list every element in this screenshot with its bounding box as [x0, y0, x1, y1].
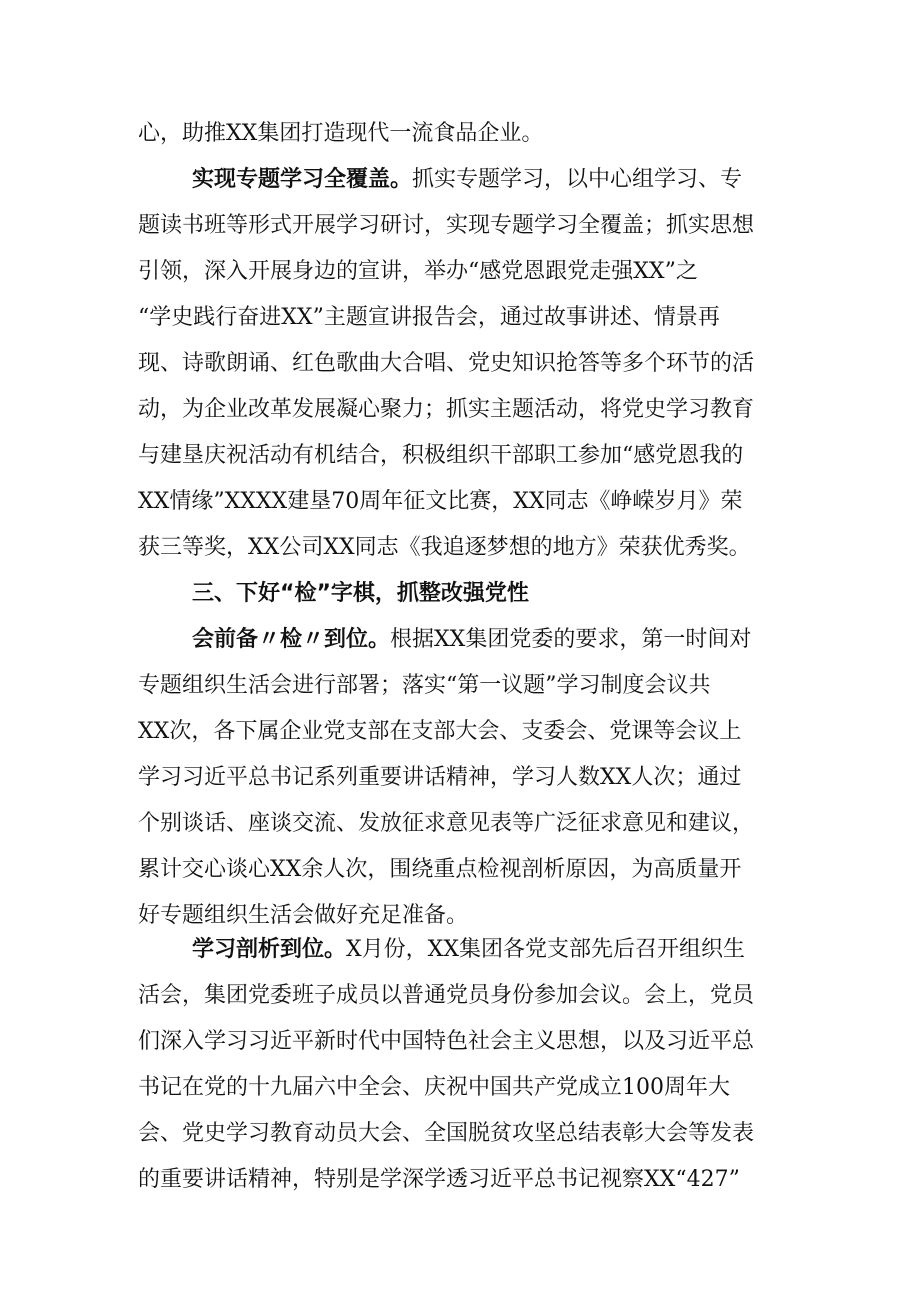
- text-line: 现、诗歌朗诵、红色歌曲大合唱、党史知识抢答等多个环节的活: [138, 351, 755, 376]
- paragraph-lead-rest: 根据XX集团党委的要求，第一时间对: [390, 627, 752, 652]
- text-line: 们深入学习习近平新时代中国特色社会主义思想，以及习近平总: [138, 1029, 755, 1054]
- text-line: 活会，集团党委班子成员以普通党员身份参加会议。会上，党员: [138, 983, 755, 1008]
- text-line: [138, 617, 784, 663]
- paragraph-lead-rest: 抓实专题学习，以中心组学习、专: [412, 167, 743, 192]
- text-line: 的重要讲话精神，特别是学深学透习近平总书记视察XX“427”: [138, 1167, 740, 1192]
- paragraph-lead: 会前备〃检〃到位。: [192, 627, 391, 652]
- paragraph-study-coverage: [138, 157, 784, 571]
- text-line: 学习习近平总书记系列重要讲话精神，学习人数XX人次；通过: [138, 765, 742, 790]
- paragraph-pre-meeting: [138, 617, 784, 939]
- text-line: 会、党史学习教育动员大会、全国脱贫攻坚总结表彰大会等发表: [138, 1121, 755, 1146]
- text-line: 动，为企业改革发展凝心聚力；抓实主题活动，将党史学习教育: [138, 397, 755, 422]
- text-line: 个别谈话、座谈交流、发放征求意见表等广泛征求意见和建议，: [138, 811, 755, 836]
- text-line: 引领，深入开展身边的宣讲，举办“感党恩跟党走强XX”之: [138, 259, 698, 284]
- text-line: XX次，各下属企业党支部在支部大会、支委会、党课等会议上: [138, 719, 742, 744]
- text-line: 获三等奖，XX公司XX同志《我追逐梦想的地方》荣获优秀奖。: [138, 535, 751, 560]
- section-heading: 三、下好“检”字棋，抓整改强党性: [192, 581, 529, 606]
- paragraph-lead: 学习剖析到位。: [192, 937, 347, 962]
- paragraph-continuation: [138, 111, 784, 157]
- text-line: 累计交心谈心XX余人次，围绕重点检视剖析原因，为高质量开: [138, 857, 742, 882]
- text-line: [138, 157, 784, 203]
- text-line: 题读书班等形式开展学习研讨，实现专题学习全覆盖；抓实思想: [138, 213, 755, 238]
- text-line: XX情缘”XXXX建垦70周年征文比赛，XX同志《峥嵘岁月》荣: [138, 489, 743, 514]
- text-line: 心，助推XX集团打造现代一流食品企业。: [138, 121, 544, 146]
- text-line: 与建垦庆祝活动有机结合，积极组织干部职工参加“感党恩我的: [138, 443, 744, 468]
- text-line: 书记在党的十九届六中全会、庆祝中国共产党成立100周年大: [138, 1075, 730, 1100]
- section-heading-block: [138, 571, 784, 617]
- paragraph-lead: 实现专题学习全覆盖。: [192, 167, 413, 192]
- text-line: 专题组织生活会进行部署；落实“第一议题”学习制度会议共: [138, 673, 711, 698]
- paragraph-study-analysis: [138, 927, 784, 1203]
- text-line: [138, 927, 784, 973]
- text-line: “学史践行奋进XX”主题宣讲报告会，通过故事讲述、情景再: [138, 305, 720, 330]
- text-line: 好专题组织生活会做好充足准备。: [138, 903, 469, 928]
- paragraph-lead-rest: X月份，XX集团各党支部先后召开组织生: [346, 937, 746, 962]
